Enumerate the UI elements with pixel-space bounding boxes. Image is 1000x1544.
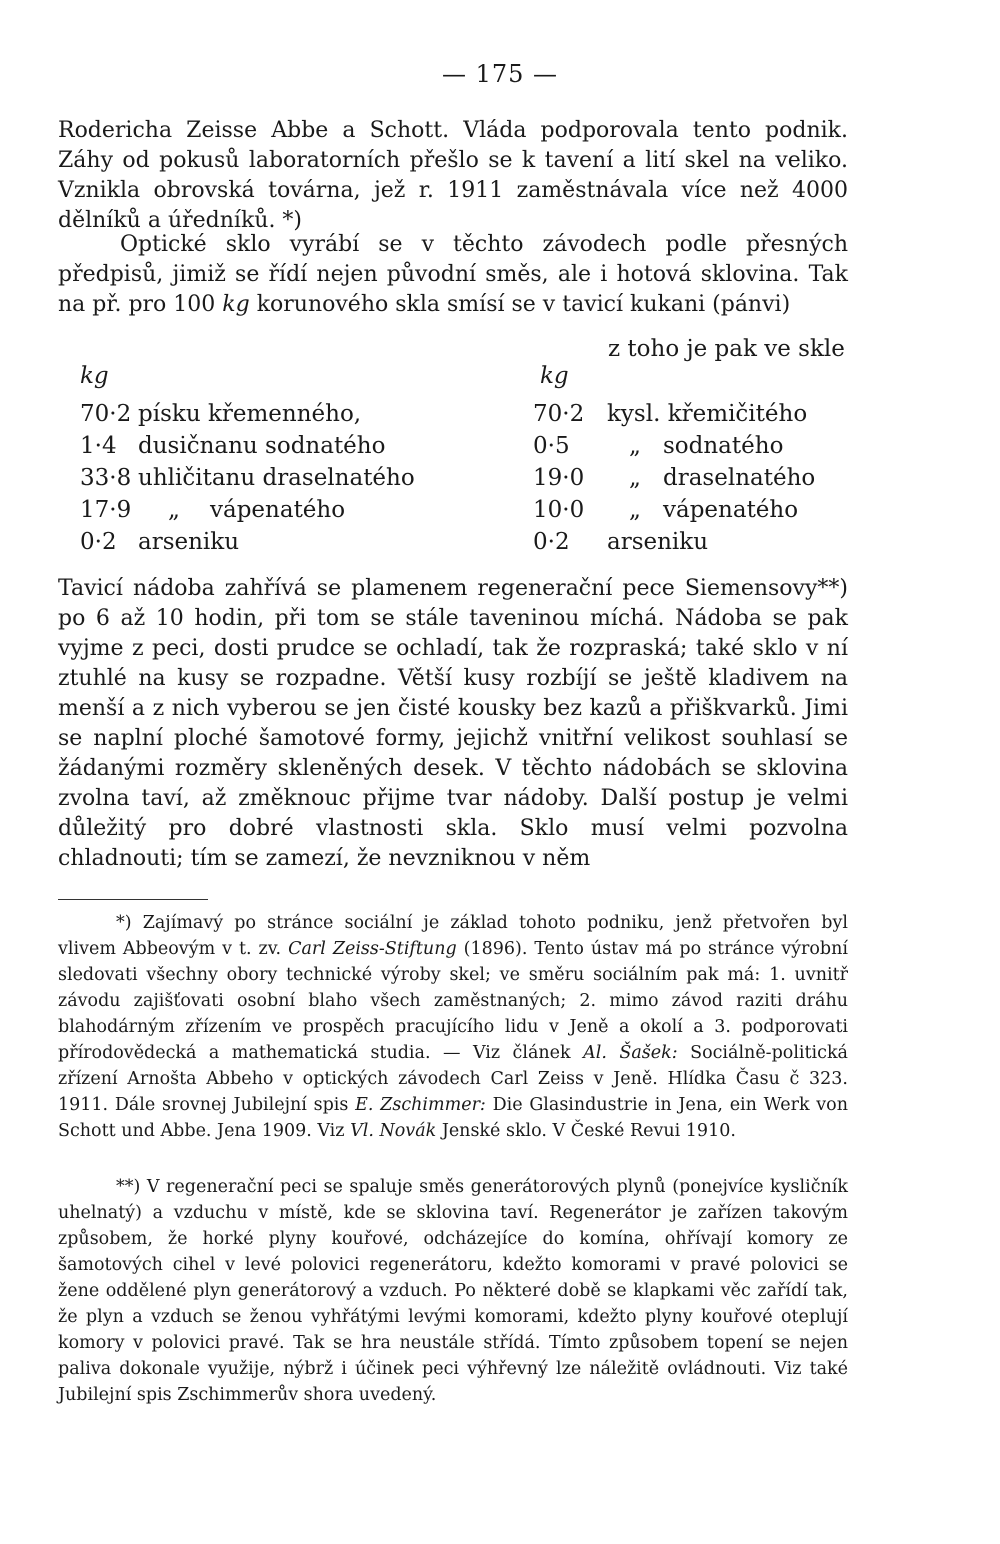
row-value: 0·5 [533,433,570,459]
row-label: draselnatého [663,465,816,491]
row-label: písku křemenného, [138,401,362,427]
footnote-text: (1896). Tento ústav má po stránce výrobní sledovati všechny obory technické výroby skel; ve směru sociálním pak má: 1. uvnitř závodu zajišťovati osobní blaho všech zaměstnaných; 2. mimo závod raziti dráhu blahodárným zřízením ve prospěch pracujícího lidu v Jeně a okolí a 3. podporovati přírodovědecká a mathematická studia. — Viz článek [58,939,848,1063]
footnote-divider [58,899,208,900]
table-row [533,526,815,558]
footnote-italic: Vl. Novák [350,1121,437,1141]
row-value: 1·4 [80,433,117,459]
footnote-2: **) V regenerační peci se spaluje směs generátorových plynů (ponejvíce kysličník uhelnatý) a vzduchu v místě, kde se sklovina taví. Regenerátor je zařízen takovým způsobem, že horké plyny kouřové, odcházejíce do komína, ohřívají komory ze šamotových cihel v levé polovici regenerátoru, kdežto komorami v pravé polovici se žene oddělené plyn generátorový a vzduch. Po některé době se klapkami věc zařídí tak, že plyn a vzduch se ženou vyhřátými levými komorami, kdežto plyny kouřové oteplují komory v polovici pravé. Tak se hra neustále střídá. Tímto způsobem topení se nejen paliva dokonale využije, nýbrž i účinek peci výhřevný lze náležitě ovládnouti. Viz také Jubilejní spis Zschimmerův shora uvedený. [58,1177,848,1405]
footnote-italic: Carl Zeiss-Stiftung [288,939,457,959]
table-row [80,494,415,526]
row-value: 70·2 [80,401,132,427]
page-number: — 175 — [441,60,559,88]
table-row [533,398,815,430]
row-value: 10·0 [533,497,585,523]
right-column [533,398,815,558]
table-row [80,430,415,462]
footnote-1 [58,910,848,1144]
footnote-text: Jenské sklo. V České Revui 1910. [441,1121,736,1141]
row-value: 0·2 [533,529,570,555]
row-value: 0·2 [80,529,117,555]
footnote-italic: E. Zschimmer: [355,1095,486,1115]
ditto-mark: „ [629,433,641,459]
ditto-mark: „ [629,465,641,491]
table-row [533,430,815,462]
table-row [80,526,415,558]
row-value: 70·2 [533,401,585,427]
footnote-text: Sociálně-politická zřízení Arnošta Abbeho v optických závodech Carl Zeiss v Jeně. Hlídka Času č 323. 1911. Dále srovnej Jubilejní spis [58,1043,848,1115]
paragraph-text: korunového skla smísí se v tavicí kukani (pánvi) [256,292,791,317]
paragraph-intro: Rodericha Zeisse Abbe a Schott. Vláda podporovala tento podnik. Záhy od pokusů laboratorních přešlo se k tavení a lití skel na veliko. Vznikla obrovská továrna, jež r. 1911 zaměstnávala více než 4000 dělníků a úředníků. *) [58,118,848,233]
paragraph-optical-glass [58,230,848,320]
footnote-italic: Al. Šašek: [583,1043,678,1063]
ditto-mark: „ [168,497,180,523]
left-column [80,398,415,558]
left-column-header: kg [80,363,109,389]
table-row [533,494,815,526]
unit-kg: kg [222,292,250,317]
table-note: z toho je pak ve skle [608,336,845,362]
row-label: sodnatého [663,433,784,459]
row-value: 17·9 [80,497,132,523]
row-label: vápenatého [210,497,346,523]
row-label: arseniku [138,529,240,555]
row-value: 19·0 [533,465,585,491]
table-row [533,462,815,494]
right-column-header: kg [540,363,569,389]
row-label: uhličitanu draselnatého [138,465,415,491]
table-row [80,398,415,430]
row-label: vápenatého [663,497,799,523]
row-label: dusičnanu sodnatého [138,433,386,459]
row-label: arseniku [607,529,709,555]
row-label: kysl. křemičitého [607,401,808,427]
paragraph-text: Optické sklo vyrábí se v těchto závodech podle přesných předpisů, jimiž se řídí nejen původní směs, ale i hotová sklovina. Tak na př. pro 100 [58,232,848,317]
ditto-mark: „ [629,497,641,523]
paragraph-melting-process: Tavicí nádoba zahřívá se plamenem regenerační pece Siemensovy**) po 6 až 10 hodin, při tom se stále taveninou míchá. Nádoba se pak vyjme z peci, dosti prudce se ochladí, tak že rozpraská; také sklo v ní ztuhlé na kusy se rozpadne. Větší kusy rozbíjí se ještě kladivem na menší a z nich vyberou se jen čisté kousky bez kazů a přiškvarků. Jimi se naplní ploché šamotové formy, jejichž vnitřní velikost souhlasí se žádanými rozměry skleněných desek. V těchto nádobách se sklovina zvolna taví, až změknouc přijme tvar nádoby. Další postup je velmi důležitý pro dobré vlastnosti skla. Sklo musí velmi pozvolna chladnouti; tím se zamezí, že nevzniknou v něm [58,576,848,871]
footnote-text: Die Glasindustrie in Jena, ein Werk von Schott und Abbe. Jena 1909. Viz [58,1095,848,1141]
row-value: 33·8 [80,465,132,491]
footnote-text: *) Zajímavý po stránce sociální je základ tohoto podniku, jenž přetvořen byl vlivem Abbeovým v t. zv. [58,913,848,959]
composition-table [0,336,1000,566]
table-row [80,462,415,494]
